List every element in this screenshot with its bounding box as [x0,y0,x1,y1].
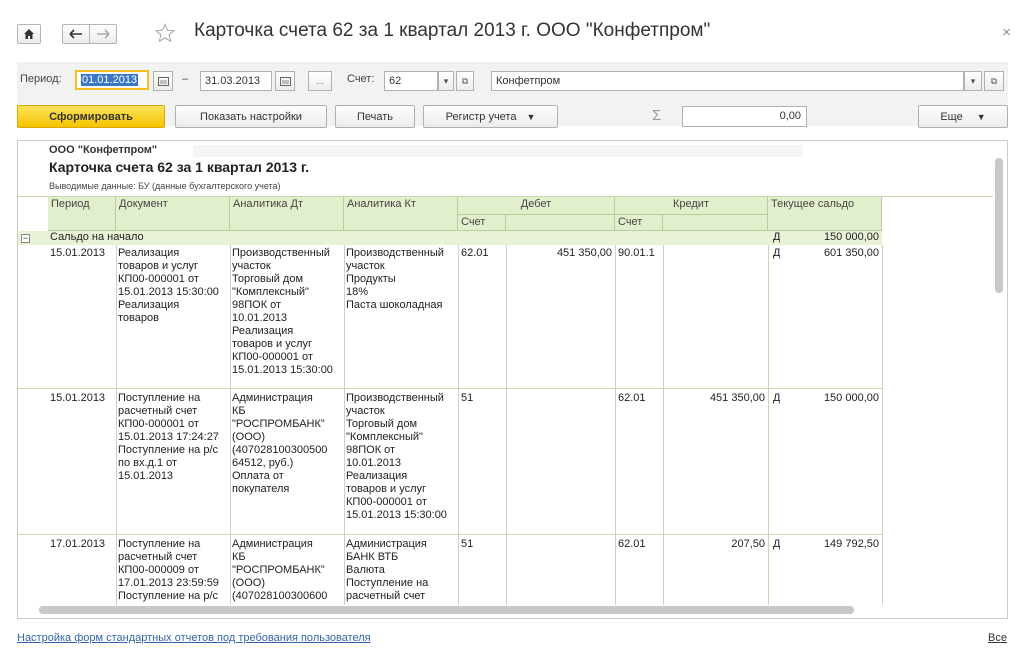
customize-forms-link[interactable]: Настройка форм стандартных отчетов под требования пользователя [17,632,371,644]
col-debit-amount-header [506,215,615,231]
account-dropdown-button[interactable] [438,71,454,91]
col-analytics-dt-header: Аналитика Дт [230,197,344,231]
opening-balance-amount: 150 000,00 [823,231,879,243]
grid-line [344,245,345,605]
calendar-from-button[interactable] [153,71,173,91]
open-window-icon: ⧉ [461,75,469,86]
all-link[interactable]: Все [988,632,1007,644]
grid-line [768,245,769,605]
row3-account-dt: 51 [461,538,474,550]
report-subtitle: Выводимые данные: БУ (данные бухгалтерского учета) [49,181,281,191]
account-input[interactable]: 62 [384,71,438,91]
chevron-down-icon: ▾ [443,75,449,86]
calendar-icon [280,77,291,86]
home-button[interactable] [17,24,41,44]
favorite-star-button[interactable] [154,22,176,47]
opening-balance-dk: Д [773,231,781,243]
date-from-input[interactable] [75,70,149,90]
row2-dk: Д [773,392,781,404]
row2-analytics-kt: Производственный участок Торговый дом "Комплексный" 98ПОК от 10.01.2013 Реализация товаров и услуг КП00-000001 от 15.01.2013 15:30:00 [346,392,447,521]
row3-dk: Д [773,538,781,550]
grid-line [882,245,883,605]
opening-balance-row [18,231,882,245]
minus-icon: − [22,233,29,243]
grid-line [230,245,231,605]
row2-document[interactable]: Поступление на расчетный счет КП00-000001 от 15.01.2013 17:24:27 Поступление на р/с по вх.д.1 от 15.01.2013 [118,392,219,482]
horizontal-scroll-thumb[interactable] [39,606,854,614]
period-label: Период: [20,73,62,85]
grid-line [458,245,459,605]
grid-line [663,245,664,605]
col-document-header: Документ [116,197,230,231]
star-icon [154,22,176,44]
arrow-left-icon [69,29,83,39]
show-settings-button[interactable]: Показать настройки [175,105,327,128]
grid-line [506,245,507,605]
vertical-scroll-thumb[interactable] [995,158,1003,293]
row3-analytics-dt: Администрация КБ "РОСПРОМБАНК" (ООО) (407028100300600 [232,538,328,602]
row3-document[interactable]: Поступление на расчетный счет КП00-000009 от 17.01.2013 23:59:59 Поступление на р/с [118,538,219,602]
col-credit-account-header: Счет [615,215,663,231]
row1-analytics-dt: Производственный участок Торговый дом "Комплексный" 98ПОК от 10.01.2013 Реализация товаров и услуг КП00-000001 от 15.01.2013 15:30:00 [232,247,333,376]
report-title: Карточка счета 62 за 1 квартал 2013 г. [49,159,310,175]
organization-input[interactable]: Конфетпром [491,71,964,91]
row1-period: 15.01.2013 [50,247,106,259]
grid-line [615,245,616,605]
back-button[interactable] [62,24,90,44]
organization-dropdown-button[interactable] [964,71,982,91]
home-icon [23,28,35,40]
row3-account-kt: 62.01 [618,538,646,550]
col-period-header: Период [48,197,116,231]
chevron-down-icon: ▼ [526,111,536,122]
forward-button[interactable] [89,24,117,44]
date-from-value: 01.01.2013 [82,74,138,86]
choose-period-button[interactable]: ... [308,71,332,91]
row2-period: 15.01.2013 [50,392,106,404]
row1-analytics-kt: Производственный участок Продукты 18% Паста шоколадная [346,247,444,311]
col-credit-amount-header [663,215,768,231]
row2-balance: 150 000,00 [823,392,879,404]
register-button[interactable] [423,105,558,128]
open-window-icon: ⧉ [990,75,998,86]
opening-balance-label: Сальдо на начало [50,231,144,243]
close-button[interactable]: × [1002,24,1011,41]
row1-balance: 601 350,00 [823,247,879,259]
row1-account-kt: 90.01.1 [618,247,655,259]
grid-line [116,245,117,605]
report-area[interactable] [17,140,1008,619]
col-debit-header: Дебет [458,197,615,215]
row3-credit: 207,50 [731,538,765,550]
register-button-label: Регистр учета [445,110,517,123]
row2-credit: 451 350,00 [709,392,765,404]
calendar-icon [158,77,169,86]
col-balance-header: Текущее сальдо [768,197,882,231]
row-separator [18,534,882,535]
row1-debit: 451 350,00 [556,247,612,259]
date-range-dash: – [182,73,189,85]
calendar-to-button[interactable] [275,71,295,91]
row1-dk: Д [773,247,781,259]
col-debit-account-header: Счет [458,215,506,231]
more-button[interactable] [918,105,1008,128]
account-open-button[interactable] [456,71,474,91]
row1-account-dt: 62.01 [461,247,489,259]
sum-field: 0,00 [682,106,807,127]
col-analytics-kt-header: Аналитика Кт [344,197,458,231]
title-bar [0,0,1024,62]
account-label: Счет: [347,73,375,85]
row-separator [18,388,882,389]
row3-period: 17.01.2013 [50,538,106,550]
print-button[interactable]: Печать [335,105,415,128]
report-organization: ООО "Конфетпром" [49,144,158,156]
collapse-group-button[interactable] [21,234,30,243]
header-band [193,145,803,157]
window-title: Карточка счета 62 за 1 квартал 2013 г. ООО "Конфетпром" [194,20,711,41]
chevron-down-icon: ▼ [976,111,986,122]
row3-analytics-kt: Администрация БАНК ВТБ Валюта Поступление на расчетный счет [346,538,429,602]
chevron-down-icon: ▾ [970,75,976,86]
sum-sigma-icon: Σ [652,107,662,124]
row3-balance: 149 792,50 [823,538,879,550]
row2-account-dt: 51 [461,392,474,404]
col-credit-header: Кредит [615,197,768,215]
arrow-right-icon [96,29,110,39]
more-button-label: Еще [940,110,963,123]
row2-account-kt: 62.01 [618,392,646,404]
generate-button[interactable]: Сформировать [17,105,165,128]
row2-analytics-dt: Администрация КБ "РОСПРОМБАНК" (ООО) (407028100300500 64512, руб.) Оплата от покупателя [232,392,328,495]
row1-document[interactable]: Реализация товаров и услуг КП00-000001 от 15.01.2013 15:30:00 Реализация товаров [118,247,219,324]
organization-open-button[interactable] [984,71,1004,91]
date-to-input[interactable]: 31.03.2013 [200,71,272,91]
